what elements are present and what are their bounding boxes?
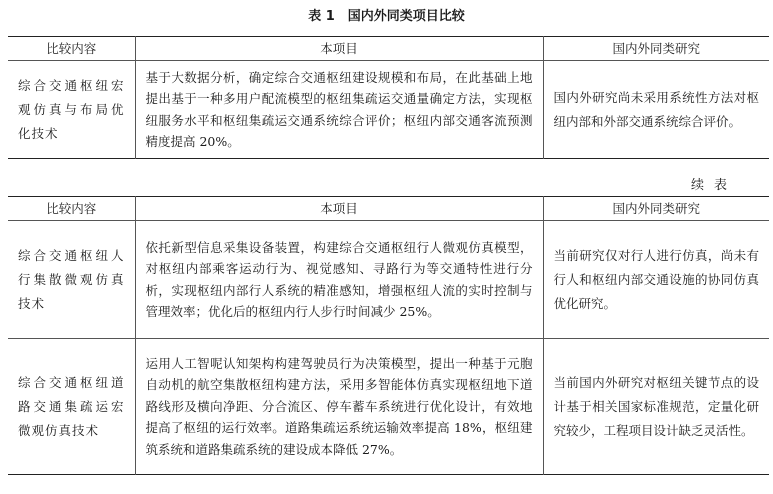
row-project: 基于大数据分析，确定综合交通枢纽建设规模和布局，在此基础上地提出基于一种多用户配流模型的枢纽集疏运交通量确定方法，实现枢纽服务水平和枢纽集疏运交通系统综合评价；枢纽内部交通客流预测精度提高 20%。	[135, 61, 543, 159]
row-others: 当前国内外研究对枢纽关键节点的设计基于相关国家标准规范，定量化研究较少，工程项目设计缺乏灵活性。	[543, 339, 769, 475]
table-row	[8, 339, 769, 475]
comparison-table-part-2	[8, 196, 769, 475]
row-others: 当前研究仅对行人进行仿真，尚未有行人和枢纽内部交通设施的协同仿真优化研究。	[543, 221, 769, 339]
header-others: 国内外同类研究	[543, 37, 769, 61]
row-project: 依托新型信息采集设备装置，构建综合交通枢纽行人微观仿真模型，对枢纽内部乘客运动行为、视觉感知、寻路行为等交通特性进行分析，实现枢纽内部行人系统的精准感知，增强枢纽人流的实时控制与管理效率；优化后的枢纽内行人步行时间减少 25%。	[135, 221, 543, 339]
header-others: 国内外同类研究	[543, 197, 769, 221]
header-project: 本项目	[135, 197, 543, 221]
comparison-table-part-1	[8, 36, 769, 159]
table-header-row	[8, 37, 769, 61]
table-header-row	[8, 197, 769, 221]
row-others: 国内外研究尚未采用系统性方法对枢纽内部和外部交通系统综合评价。	[543, 61, 769, 159]
table-row	[8, 61, 769, 159]
header-topic: 比较内容	[8, 37, 135, 61]
row-project: 运用人工智呢认知架构构建驾驶员行为决策模型，提出一种基于元胞自动机的航空集散枢纽构建方法，采用多智能体仿真实现枢纽地下道路线形及横向净距、分合流区、停车蓄车系统进行优化设计，有效地提高了枢纽的运行效率。道路集疏运系统运输效率提高 18%，枢纽建筑系统和道路集疏系统的建设成本降低 27%。	[135, 339, 543, 475]
row-topic: 综合交通枢纽人行集散微观仿真技术	[8, 221, 135, 339]
header-project: 本项目	[135, 37, 543, 61]
continued-label: 续表	[690, 178, 737, 193]
header-topic: 比较内容	[8, 197, 135, 221]
table-row	[8, 221, 769, 339]
table-caption: 表 1 国内外同类项目比较	[308, 9, 465, 24]
row-topic: 综合交通枢纽道路交通集疏运宏微观仿真技术	[8, 339, 135, 475]
row-topic: 综合交通枢纽宏观仿真与布局优化技术	[8, 61, 135, 159]
